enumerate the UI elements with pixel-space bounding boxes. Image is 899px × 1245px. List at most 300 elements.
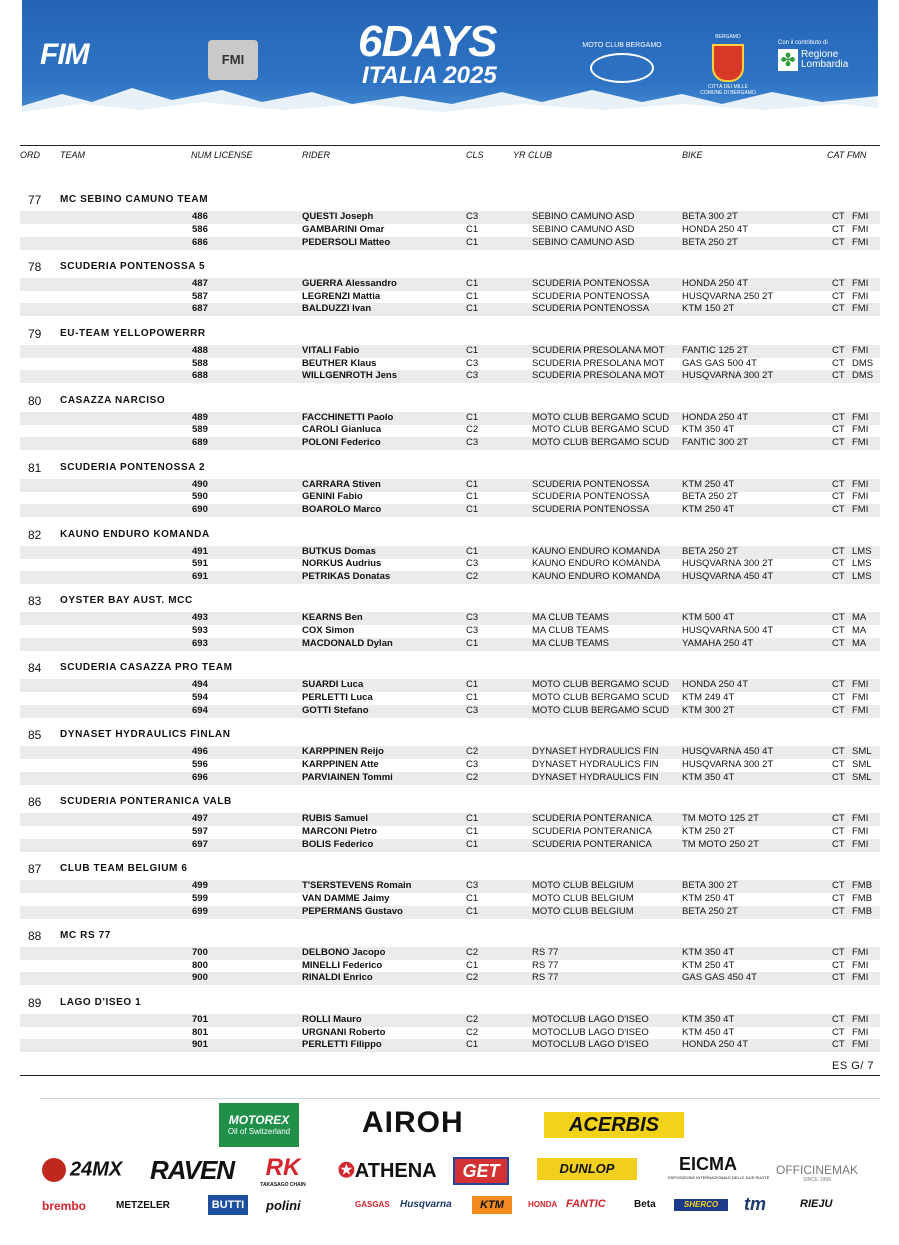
rider-bike: KTM 250 4T [682, 504, 735, 516]
rider-bike: GAS GAS 450 4T [682, 972, 757, 984]
rider-name: PETRIKAS Donatas [302, 571, 391, 583]
rider-num: 697 [192, 838, 208, 850]
metzeler-logo: METZELER [116, 1200, 170, 1211]
rider-bike: KTM 150 2T [682, 303, 735, 315]
rider-row [20, 679, 880, 691]
rider-num: 486 [192, 211, 208, 222]
rider-cat: CT [832, 491, 845, 503]
motorex-logo [219, 1103, 299, 1147]
rider-bike: HONDA 250 4T [682, 277, 748, 289]
rider-class: C3 [466, 704, 479, 716]
rider-class: C1 [466, 504, 479, 516]
rider-bike: KTM 250 4T [682, 892, 735, 904]
rider-cat: CT [832, 825, 845, 837]
24mx-label: 24MX [70, 1158, 123, 1181]
rider-club: SCUDERIA PONTERANICA [532, 825, 652, 837]
rider-row [20, 906, 880, 918]
rider-bike: KTM 350 4T [682, 946, 735, 958]
rider-club: SCUDERIA PRESOLANA MOT [532, 370, 665, 382]
rider-row [20, 424, 880, 436]
rider-class: C2 [466, 424, 479, 436]
rider-name: KEARNS Ben [302, 612, 363, 624]
rider-club: MOTO CLUB BERGAMO SCUD [532, 424, 670, 436]
rider-name: RINALDI Enrico [302, 972, 373, 984]
rider-cat: CT [832, 746, 845, 758]
rider-fmn: FMI [852, 1026, 869, 1038]
team-name: CASAZZA NARCISO [60, 394, 166, 406]
polini-logo: polini [266, 1198, 301, 1213]
rider-club: SCUDERIA PONTENOSSA [532, 491, 650, 503]
rider-bike: KTM 249 4T [682, 692, 735, 704]
rider-class: C1 [466, 838, 479, 850]
rider-bike: HONDA 250 4T [682, 411, 748, 423]
rider-class: C1 [466, 478, 479, 490]
rider-fmn: FMI [852, 1013, 869, 1025]
rider-name: COX Simon [302, 625, 355, 637]
rider-cat: CT [832, 838, 845, 850]
rider-fmn: FMI [852, 290, 869, 302]
rider-num: 900 [192, 972, 208, 984]
rider-bike: HUSQVARNA 450 4T [682, 571, 774, 583]
rider-cat: CT [832, 679, 845, 691]
rider-name: LEGRENZI Mattia [302, 290, 381, 302]
rider-club: SCUDERIA PONTENOSSA [532, 303, 650, 315]
rider-club: SCUDERIA PRESOLANA MOT [532, 357, 665, 369]
rider-cat: CT [832, 558, 845, 570]
rider-num: 689 [192, 437, 208, 449]
rider-club: MOTO CLUB BELGIUM [532, 892, 634, 904]
husqvarna-logo: Husqvarna [400, 1199, 452, 1210]
rider-class: C1 [466, 825, 479, 837]
team-ord: 79 [28, 326, 42, 341]
honda-logo: HONDA [528, 1200, 558, 1209]
rider-bike: HUSQVARNA 300 2T [682, 370, 774, 382]
rider-fmn: FMI [852, 344, 869, 356]
col-cls: CLS [466, 150, 484, 160]
rider-club: MA CLUB TEAMS [532, 637, 609, 649]
rider-cat: CT [832, 1013, 845, 1025]
rider-fmn: FMI [852, 692, 869, 704]
rider-row [20, 839, 880, 851]
rider-num: 588 [192, 357, 208, 369]
rider-cat: CT [832, 625, 845, 637]
moto-club-bergamo-logo [582, 42, 662, 83]
rider-club: MOTO CLUB BERGAMO SCUD [532, 411, 670, 423]
rider-club: DYNASET HYDRAULICS FIN [532, 758, 659, 770]
rider-fmn: FMI [852, 504, 869, 516]
rider-num: 691 [192, 571, 208, 583]
rider-row [20, 972, 880, 984]
bottom-rule [20, 1075, 880, 1076]
rider-name: NORKUS Audrius [302, 558, 382, 570]
regione-lombardia-logo [778, 40, 868, 71]
rider-class: C2 [466, 1026, 479, 1038]
rider-fmn: FMI [852, 411, 869, 423]
rider-fmn: FMI [852, 946, 869, 958]
rider-row [20, 345, 880, 357]
regione-name2: Lombardia [801, 59, 849, 70]
rk-sub: TAKASAGO CHAIN [260, 1182, 306, 1188]
rider-fmn: MA [852, 625, 867, 637]
rider-fmn: FMI [852, 437, 869, 449]
rider-fmn: FMI [852, 679, 869, 691]
rider-cat: CT [832, 813, 845, 825]
rider-class: C1 [466, 236, 479, 248]
get-logo: GET [453, 1157, 509, 1185]
rider-name: BEUTHER Klaus [302, 357, 377, 369]
rider-club: SCUDERIA PONTENOSSA [532, 478, 650, 490]
rider-bike: TM MOTO 125 2T [682, 813, 759, 825]
rider-cat: CT [832, 357, 845, 369]
brembo-logo: brembo [42, 1199, 87, 1213]
rider-bike: HUSQVARNA 250 2T [682, 290, 774, 302]
rider-bike: TM MOTO 250 2T [682, 838, 759, 850]
rider-row [20, 880, 880, 892]
rider-num: 587 [192, 290, 208, 302]
rider-club: MOTO CLUB BELGIUM [532, 905, 634, 917]
team-ord: 85 [28, 728, 42, 743]
bergamo-mid-label: CITTÀ DEI MILLE [707, 84, 748, 90]
rider-num: 686 [192, 236, 208, 248]
event-title: 6DAYS [358, 17, 497, 66]
shield-icon [712, 44, 744, 82]
rider-club: SCUDERIA PONTERANICA [532, 813, 652, 825]
rider-fmn: SML [852, 771, 872, 783]
fmi-logo: FMI [208, 40, 258, 80]
rider-class: C3 [466, 758, 479, 770]
rider-bike: KTM 500 4T [682, 612, 735, 624]
rider-club: SCUDERIA PONTENOSSA [532, 504, 650, 516]
rider-bike: YAMAHA 250 4T [682, 637, 754, 649]
team-name: CLUB TEAM BELGIUM 6 [60, 863, 188, 874]
rider-club: RS 77 [532, 959, 559, 971]
rider-fmn: FMI [852, 236, 869, 248]
rider-bike: BETA 250 2T [682, 545, 738, 557]
rider-club: MOTO CLUB BERGAMO SCUD [532, 437, 670, 449]
rider-cat: CT [832, 692, 845, 704]
rider-row [20, 893, 880, 905]
rider-bike: HUSQVARNA 500 4T [682, 625, 774, 637]
rider-name: GOTTI Stefano [302, 704, 369, 716]
rider-name: PERLETTI Luca [302, 692, 373, 704]
rider-row [20, 358, 880, 370]
motorex-sub: Oil of Switzerland [227, 1127, 291, 1136]
rider-name: PEPERMANS Gustavo [302, 905, 403, 917]
rider-bike: KTM 250 2T [682, 825, 735, 837]
rider-name: KARPPINEN Reijo [302, 746, 384, 758]
rider-club: MOTOCLUB LAGO D'ISEO [532, 1013, 649, 1025]
rider-num: 586 [192, 223, 208, 235]
rider-num: 699 [192, 905, 208, 917]
rider-name: KARPPINEN Atte [302, 758, 379, 770]
team-ord: 87 [28, 862, 42, 876]
rider-fmn: FMI [852, 478, 869, 490]
snowy-mountains-decoration [22, 78, 878, 118]
rider-name: MINELLI Federico [302, 959, 383, 971]
officinemak-logo [776, 1163, 858, 1183]
rider-club: DYNASET HYDRAULICS FIN [532, 746, 659, 758]
rider-num: 801 [192, 1026, 208, 1038]
team-name: LAGO D'ISEO 1 [60, 996, 142, 1008]
team-name: DYNASET HYDRAULICS FINLAN [60, 729, 231, 741]
rider-row [20, 612, 880, 624]
rider-bike: HUSQVARNA 300 2T [682, 758, 774, 770]
rider-cat: CT [832, 478, 845, 490]
rider-fmn: FMB [852, 892, 873, 904]
rider-bike: BETA 300 2T [682, 880, 738, 891]
rider-club: MA CLUB TEAMS [532, 625, 609, 637]
rider-cat: CT [832, 946, 845, 958]
rider-row [20, 303, 880, 315]
rider-row [20, 224, 880, 236]
team-ord: 89 [28, 995, 42, 1010]
rider-bike: FANTIC 300 2T [682, 437, 748, 449]
rider-club: MA CLUB TEAMS [532, 612, 609, 624]
athena-logo [338, 1158, 437, 1183]
rider-cat: CT [832, 704, 845, 716]
rider-name: BOLIS Federico [302, 838, 374, 850]
rider-row [20, 625, 880, 637]
rider-bike: HUSQVARNA 450 4T [682, 746, 774, 758]
rider-class: C2 [466, 946, 479, 958]
rider-num: 496 [192, 746, 208, 758]
rider-bike: GAS GAS 500 4T [682, 357, 757, 369]
rider-row [20, 491, 880, 503]
rk-label: RK [265, 1154, 301, 1181]
rider-fmn: FMI [852, 491, 869, 503]
rider-bike: KTM 300 2T [682, 704, 735, 716]
rider-num: 700 [192, 946, 208, 958]
rider-row [20, 571, 880, 583]
regione-name1: Regione [801, 49, 839, 60]
top-rule [20, 145, 880, 146]
rider-fmn: FMI [852, 959, 869, 971]
rieju-logo: RIEJU [800, 1198, 833, 1210]
rider-num: 497 [192, 813, 208, 825]
tm-logo: tm [744, 1194, 766, 1214]
rider-class: C1 [466, 277, 479, 289]
rider-club: MOTO CLUB BERGAMO SCUD [532, 692, 670, 704]
rider-cat: CT [832, 880, 845, 891]
rider-cat: CT [832, 437, 845, 449]
rider-class: C3 [466, 558, 479, 570]
24mx-icon [42, 1158, 66, 1182]
rider-class: C1 [466, 344, 479, 356]
rider-num: 493 [192, 612, 208, 624]
rider-name: CARRARA Stiven [302, 478, 381, 490]
rider-fmn: FMI [852, 1039, 869, 1051]
event-subtitle: ITALIA 2025 [362, 62, 497, 89]
rider-cat: CT [832, 545, 845, 557]
rider-cat: CT [832, 758, 845, 770]
athena-icon: ✪ [338, 1160, 355, 1182]
rider-class: C3 [466, 357, 479, 369]
rider-row [20, 746, 880, 758]
gasgas-logo: GASGAS [355, 1200, 390, 1209]
rk-logo [258, 1154, 308, 1188]
rider-row [20, 1014, 880, 1026]
rider-name: CAROLI Gianluca [302, 424, 382, 436]
athena-label: ATHENA [354, 1160, 437, 1182]
col-num-license: NUM LICENSE [191, 150, 253, 160]
fim-logo: FIM [40, 38, 89, 71]
rider-class: C1 [466, 491, 479, 503]
rider-club: MOTO CLUB BELGIUM [532, 880, 634, 891]
rider-num: 589 [192, 424, 208, 436]
rider-num: 694 [192, 704, 208, 716]
rider-row [20, 759, 880, 771]
rider-fmn: DMS [852, 357, 874, 369]
rider-fmn: FMI [852, 813, 869, 825]
rider-num: 499 [192, 880, 208, 891]
rider-club: RS 77 [532, 946, 559, 958]
rider-class: C2 [466, 571, 479, 583]
rider-club: SCUDERIA PONTENOSSA [532, 277, 650, 289]
rider-club: SEBINO CAMUNO ASD [532, 211, 635, 222]
sponsor-divider [40, 1098, 880, 1099]
rider-name: DELBONO Jacopo [302, 946, 386, 958]
butti-logo: BUTTI [208, 1195, 248, 1215]
rider-fmn: FMB [852, 905, 873, 917]
rider-row [20, 826, 880, 838]
team-name: MC RS 77 [60, 929, 111, 941]
rider-fmn: LMS [852, 558, 872, 570]
rider-name: GENINI Fabio [302, 491, 363, 503]
rider-cat: CT [832, 223, 845, 235]
rider-row [20, 412, 880, 424]
rider-cat: CT [832, 344, 845, 356]
rider-row [20, 504, 880, 516]
airoh-logo: AIROH [362, 1106, 464, 1139]
col-rider: RIDER [302, 150, 331, 160]
rider-num: 597 [192, 825, 208, 837]
ktm-logo: KTM [472, 1196, 512, 1214]
team-ord: 82 [28, 527, 42, 542]
team-name: SCUDERIA PONTENOSSA 2 [60, 461, 206, 473]
rider-cat: CT [832, 972, 845, 984]
rider-name: MARCONI Pietro [302, 825, 377, 837]
rider-row [20, 479, 880, 491]
rider-num: 494 [192, 679, 208, 691]
team-ord: 81 [28, 460, 42, 475]
rider-fmn: SML [852, 746, 872, 758]
rider-cat: CT [832, 370, 845, 382]
rider-name: GAMBARINI Omar [302, 223, 385, 235]
rider-fmn: SML [852, 758, 872, 770]
rider-class: C3 [466, 211, 479, 222]
rider-name: WILLGENROTH Jens [302, 370, 398, 382]
rider-row [20, 558, 880, 570]
team-ord: 88 [28, 928, 42, 943]
rider-name: BALDUZZI Ivan [302, 303, 372, 315]
rider-cat: CT [832, 637, 845, 649]
rider-class: C1 [466, 545, 479, 557]
rider-bike: KTM 250 4T [682, 959, 735, 971]
rider-class: C1 [466, 813, 479, 825]
rider-num: 696 [192, 771, 208, 783]
rider-fmn: MA [852, 612, 867, 624]
rider-num: 596 [192, 758, 208, 770]
rider-club: MOTO CLUB BERGAMO SCUD [532, 704, 670, 716]
rider-class: C2 [466, 746, 479, 758]
rider-num: 800 [192, 959, 208, 971]
team-name: MC SEBINO CAMUNO TEAM [60, 194, 209, 205]
sherco-logo: SHERCO [674, 1199, 728, 1211]
rider-cat: CT [832, 236, 845, 248]
rider-row [20, 546, 880, 558]
rider-class: C2 [466, 972, 479, 984]
rider-bike: HUSQVARNA 300 2T [682, 558, 774, 570]
rider-class: C2 [466, 1013, 479, 1025]
rider-name: T'SERSTEVENS Romain [302, 880, 412, 891]
col-cat-fmn: CAT FMN [827, 150, 867, 160]
rider-cat: CT [832, 892, 845, 904]
rider-num: 599 [192, 892, 208, 904]
rider-num: 591 [192, 558, 208, 570]
rider-cat: CT [832, 277, 845, 289]
rider-fmn: FMI [852, 223, 869, 235]
rider-club: MOTO CLUB BERGAMO SCUD [532, 679, 670, 691]
rider-fmn: FMI [852, 211, 869, 222]
rider-row [20, 960, 880, 972]
rider-name: POLONI Federico [302, 437, 381, 449]
moto-club-label: MOTO CLUB BERGAMO [582, 42, 662, 49]
rider-name: URGNANI Roberto [302, 1026, 386, 1038]
rider-fmn: FMI [852, 838, 869, 850]
rider-name: ROLLI Mauro [302, 1013, 362, 1025]
rider-row [20, 813, 880, 825]
rider-num: 901 [192, 1039, 208, 1051]
rider-name: VITALI Fabio [302, 344, 360, 356]
rider-class: C1 [466, 290, 479, 302]
rider-row [20, 237, 880, 249]
rider-bike: HONDA 250 4T [682, 223, 748, 235]
rider-num: 693 [192, 637, 208, 649]
regione-small-label: Con il contributo di [778, 40, 828, 46]
rider-row [20, 705, 880, 717]
rider-cat: CT [832, 959, 845, 971]
rider-bike: KTM 450 4T [682, 1026, 735, 1038]
team-name: EU-TEAM YELLOPOWERRR [60, 327, 206, 339]
rider-class: C3 [466, 437, 479, 449]
rider-num: 491 [192, 545, 208, 557]
rider-club: MOTOCLUB LAGO D'ISEO [532, 1039, 649, 1051]
col-bike: BIKE [682, 150, 703, 160]
rider-club: KAUNO ENDURO KOMANDA [532, 571, 661, 583]
rider-class: C1 [466, 637, 479, 649]
rider-num: 488 [192, 344, 208, 356]
bergamo-top-label: BERGAMO [715, 34, 741, 40]
team-ord: 78 [28, 259, 42, 274]
rider-cat: CT [832, 290, 845, 302]
rider-num: 687 [192, 303, 208, 315]
rider-class: C1 [466, 679, 479, 691]
rider-cat: CT [832, 771, 845, 783]
fantic-logo: FANTIC [566, 1198, 606, 1210]
header-banner [22, 0, 878, 118]
rider-name: PEDERSOLI Matteo [302, 236, 391, 248]
rider-fmn: FMI [852, 303, 869, 315]
col-yr-club: YR CLUB [513, 150, 553, 160]
motorex-label: MOTOREX [228, 1113, 290, 1127]
rider-fmn: MA [852, 637, 867, 649]
rider-class: C3 [466, 880, 479, 891]
rider-bike: BETA 250 2T [682, 236, 738, 248]
rider-num: 594 [192, 692, 208, 704]
rider-num: 490 [192, 478, 208, 490]
rider-row [20, 211, 880, 223]
team-ord: 80 [28, 393, 42, 408]
